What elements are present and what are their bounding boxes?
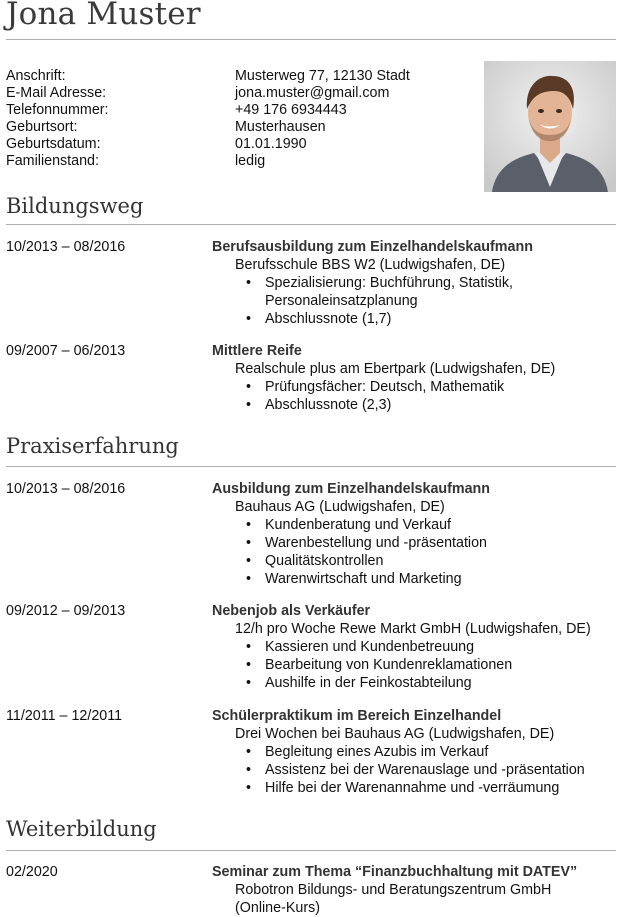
section-title-experience: Praxiserfahrung [6,434,179,458]
birthdate-value: 01.01.1990 [235,136,307,152]
entry-company: Bauhaus AG (Ludwigshafen, DE) [235,499,445,515]
personal-row-status [6,153,476,170]
personal-row-email [6,85,476,102]
bullet-item: • Assistenz bei der Warenauslage und -präsentation [235,761,615,779]
bullet-item: • Begleitung eines Azubis im Verkauf [235,743,615,761]
marital-status-value: ledig [235,153,266,169]
entry-title: Seminar zum Thema “Finanzbuchhaltung mit DATEV” [212,864,578,880]
bullet-item: • Aushilfe in der Feinkostabteilung [235,674,615,692]
email-label: E-Mail Adresse: [6,85,107,101]
birthplace-value: Musterhausen [235,119,326,135]
entry-provider: Robotron Bildungs- und Beratungszentrum GmbH [235,882,552,898]
entry-title: Schülerpraktikum im Bereich Einzelhandel [212,708,502,724]
bullet-item: • Abschlussnote (1,7) [235,310,615,328]
email-value: jona.muster@gmail.com [235,85,390,101]
further-education-divider [6,850,616,851]
personal-info [6,68,476,170]
entry-date: 11/2011 – 12/2011 [6,708,123,724]
experience-divider [6,466,616,467]
section-title-education: Bildungsweg [6,194,144,218]
bullet-item: • Hilfe bei der Warenannahme und -verräumung [235,779,615,797]
entry-bullets [235,274,615,328]
entry-bullets [235,378,615,414]
entry-bullets [235,638,615,692]
phone-value: +49 176 6934443 [235,102,347,118]
marital-status-label: Familienstand: [6,153,99,169]
bullet-item: • Abschlussnote (2,3) [235,396,615,414]
entry-date: 10/2013 – 08/2016 [6,481,126,497]
entry-bullets [235,743,615,797]
address-label: Anschrift: [6,68,66,84]
phone-label: Telefonnummer: [6,102,109,118]
entry-date: 09/2012 – 09/2013 [6,603,126,619]
birthplace-label: Geburtsort: [6,119,78,135]
entry-company: Drei Wochen bei Bauhaus AG (Ludwigshafen, DE) [235,726,555,742]
entry-date: 02/2020 [6,864,58,880]
bullet-item: • Prüfungsfächer: Deutsch, Mathematik [235,378,615,396]
personal-row-address [6,68,476,85]
bullet-item: • Qualitätskontrollen [235,552,615,570]
address-value: Musterweg 77, 12130 Stadt [235,68,410,84]
entry-date: 10/2013 – 08/2016 [6,239,126,255]
bullet-item: • Kundenberatung und Verkauf [235,516,615,534]
education-divider [6,224,616,225]
cv-name: Jona Muster [6,0,201,32]
personal-row-birthdate [6,136,476,153]
bullet-item: • Bearbeitung von Kundenreklamationen [235,656,615,674]
entry-bullets [235,516,615,588]
entry-institution: Realschule plus am Ebertpark (Ludwigshafen, DE) [235,361,556,377]
entry-company: 12/h pro Woche Rewe Markt GmbH (Ludwigshafen, DE) [235,621,591,637]
bullet-item: • Warenbestellung und -präsentation [235,534,615,552]
bullet-item: • Kassieren und Kundenbetreuung [235,638,615,656]
entry-title: Nebenjob als Verkäufer [212,603,371,619]
personal-row-phone [6,102,476,119]
entry-institution: Berufsschule BBS W2 (Ludwigshafen, DE) [235,257,506,273]
personal-row-birthplace [6,119,476,136]
profile-photo [484,61,616,192]
entry-date: 09/2007 – 06/2013 [6,343,126,359]
entry-title: Ausbildung zum Einzelhandelskaufmann [212,481,491,497]
section-title-further-education: Weiterbildung [6,817,157,841]
bullet-item: • Warenwirtschaft und Marketing [235,570,615,588]
birthdate-label: Geburtsdatum: [6,136,101,152]
entry-title: Berufsausbildung zum Einzelhandelskaufmann [212,239,533,255]
entry-title: Mittlere Reife [212,343,302,359]
bullet-item: • Spezialisierung: Buchführung, Statistik, Personaleinsatzplanung [235,274,615,310]
entry-format: (Online-Kurs) [235,900,321,916]
header-divider [6,39,616,40]
